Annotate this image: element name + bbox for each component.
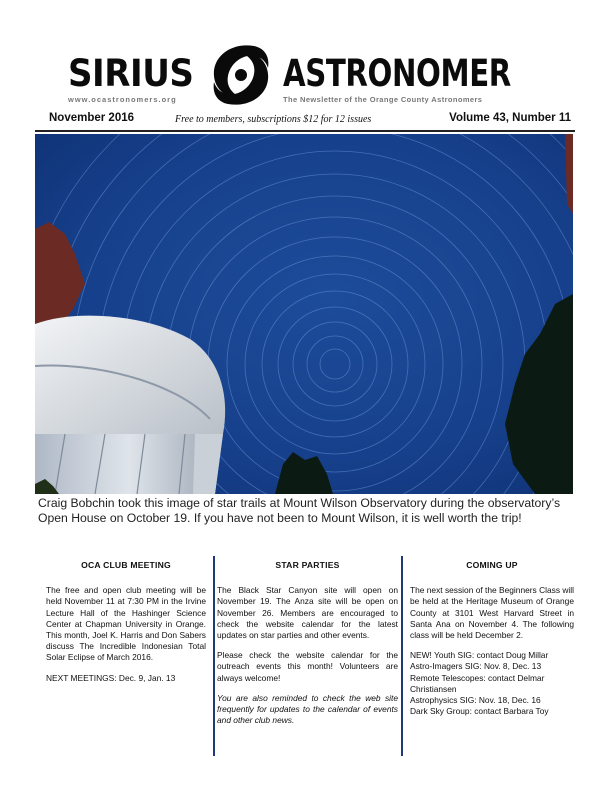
sig-item: Dark Sky Group: contact Barbara Toy xyxy=(410,706,549,717)
star-parties-text: The Black Star Canyon site will open on November 19. The Anza site will be open on November 26. Members are encouraged to check the website calendar for the latest updates on star parties and other events. xyxy=(217,585,398,641)
star-parties-heading: STAR PARTIES xyxy=(275,560,340,570)
club-meeting-column xyxy=(46,560,206,693)
column-divider xyxy=(401,556,403,756)
coming-up-heading: COMING UP xyxy=(466,560,518,570)
masthead-title-left: SIRIUS xyxy=(68,52,194,95)
sig-item: Astro-Imagers SIG: Nov. 8, Dec. 13 xyxy=(410,661,542,672)
column-divider xyxy=(213,556,215,756)
photo-caption: Craig Bobchin took this image of star trails at Mount Wilson Observatory during the observatory’s Open House on October 19. If you have not been to Mount Wilson, it is well worth the trip! xyxy=(38,496,561,525)
sig-item: NEW! Youth SIG: contact Doug Millar xyxy=(410,650,549,661)
star-trails-photo xyxy=(35,134,573,494)
masthead-website: www.ocastronomers.org xyxy=(68,95,177,104)
next-meetings-text: NEXT MEETINGS: Dec. 9, Jan. 13 xyxy=(46,672,176,683)
masthead xyxy=(60,40,550,110)
star-parties-column xyxy=(217,560,398,735)
subscription-note: Free to members, subscriptions $12 for 12 issues xyxy=(175,114,372,125)
swirl-logo-icon xyxy=(202,40,280,110)
sig-item: Remote Telescopes: contact Delmar Christiansen xyxy=(410,672,545,694)
club-meeting-text: The free and open club meeting will be held November 11 at 7:30 PM in the Irvine Lecture Hall of the Hashinger Science Center at Chapman University in Orange. This month, Joel K. Harris and Don Sabers discuss The Incredible Indonesian Total Solar Eclipse of March 2016. xyxy=(46,585,206,663)
masthead-tagline: The Newsletter of the Orange County Astronomers xyxy=(283,95,483,104)
sig-item: Astrophysics SIG: Nov. 18, Dec. 16 xyxy=(410,695,541,706)
website-reminder-text: You are also reminded to check the web site frequently for updates to the calendar of events and other club news. xyxy=(217,692,398,726)
issue-bar xyxy=(35,112,575,132)
club-meeting-heading: OCA CLUB MEETING xyxy=(81,560,171,570)
beginners-class-text: The next session of the Beginners Class will be held at the Heritage Museum of Orange County at 3101 West Harvard Street in Santa Ana on November 4. The following class will be held December 2. xyxy=(410,585,574,641)
issue-date: November 2016 xyxy=(49,112,135,124)
masthead-title-right: ASTRONOMER xyxy=(283,52,511,95)
issue-volume: Volume 43, Number 11 xyxy=(449,112,571,124)
coming-up-column xyxy=(410,560,574,717)
outreach-text: Please check the website calendar for the outreach events this month! Volunteers are always welcome! xyxy=(217,650,398,683)
